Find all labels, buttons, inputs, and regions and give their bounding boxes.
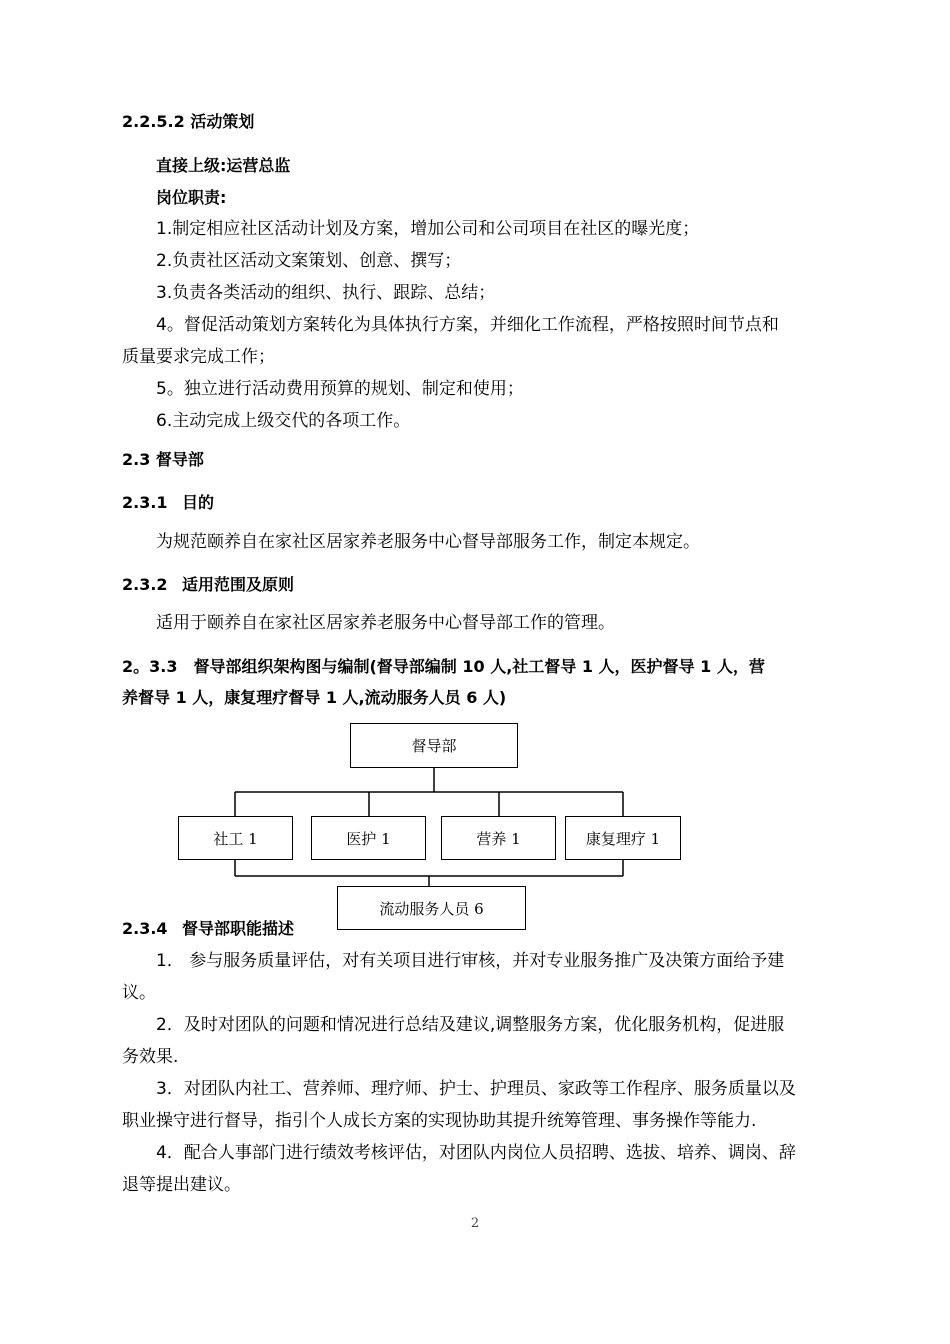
function-line-5: 3．对团队内社工、营养师、理疗师、护士、护理员、家政等工作程序、服务质量以及 [156,1079,796,1099]
org-box-nutrition: 营养 1 [441,816,556,860]
purpose-text: 为规范颐养自在家社区居家养老服务中心督导部服务工作，制定本规定。 [156,532,700,552]
section-number: 2.3.2 [122,575,168,594]
duty-item-1: 1.制定相应社区活动计划及方案，增加公司和公司项目在社区的曝光度； [156,219,700,239]
section-number: 2.3.1 [122,493,168,512]
duty-item-4: 4。督促活动策划方案转化为具体执行方案，并细化工作流程，严格按照时间节点和 [156,315,779,335]
section-title: 适用范围及原则 [182,575,295,594]
duties-label: 岗位职责: [156,188,227,207]
duty-item-2: 2.负责社区活动文案策划、创意、撰写； [156,251,462,271]
section-number: 2.3.4 [122,919,168,938]
org-chart [160,712,700,942]
section-heading-231 [122,492,214,514]
section-title: 督导部职能描述 [182,919,295,938]
org-box-mobile-staff: 流动服务人员 6 [337,886,526,930]
duty-item-3: 3.负责各类活动的组织、执行、跟踪、总结； [156,283,496,303]
section-heading-2252: 2.2.5.2 活动策划 [122,112,255,131]
org-box-social-work: 社工 1 [178,816,293,860]
org-box-rehab: 康复理疗 1 [565,816,681,860]
function-line-4: 务效果. [122,1047,179,1067]
direct-superior: 直接上级:运营总监 [156,156,291,175]
section-heading-233-line1: 2。3.3 督导部组织架构图与编制(督导部编制 10 人,社工督导 1 人，医护督导 1 人，营 [122,657,765,676]
function-line-8: 退等提出建议。 [122,1175,241,1195]
org-box-root: 督导部 [350,723,518,768]
scope-text: 适用于颐养自在家社区居家养老服务中心督导部工作的管理。 [156,613,615,633]
function-line-3: 2．及时对团队的问题和情况进行总结及建议,调整服务方案，优化服务机构，促进服 [156,1015,785,1035]
duty-item-4-cont: 质量要求完成工作； [122,347,275,367]
section-heading-233-line2: 养督导 1 人，康复理疗督导 1 人,流动服务人员 6 人) [122,688,507,707]
section-heading-234 [122,918,294,940]
function-line-2: 议。 [122,983,156,1003]
function-line-7: 4．配合人事部门进行绩效考核评估，对团队内岗位人员招聘、选拔、培养、调岗、辞 [156,1143,796,1163]
section-heading-232 [122,574,294,596]
section-title: 目的 [182,493,215,512]
duty-item-6: 6.主动完成上级交代的各项工作。 [156,411,411,431]
page-number: 2 [470,1216,480,1231]
function-line-6: 职业操守进行督导，指引个人成长方案的实现协助其提升统筹管理、事务操作等能力. [122,1111,757,1131]
function-line-1: 1． 参与服务质量评估，对有关项目进行审核，并对专业服务推广及决策方面给予建 [156,951,785,971]
section-heading-23: 2.3 督导部 [122,450,204,469]
org-box-medical: 医护 1 [311,816,426,860]
duty-item-5: 5。独立进行活动费用预算的规划、制定和使用； [156,379,524,399]
